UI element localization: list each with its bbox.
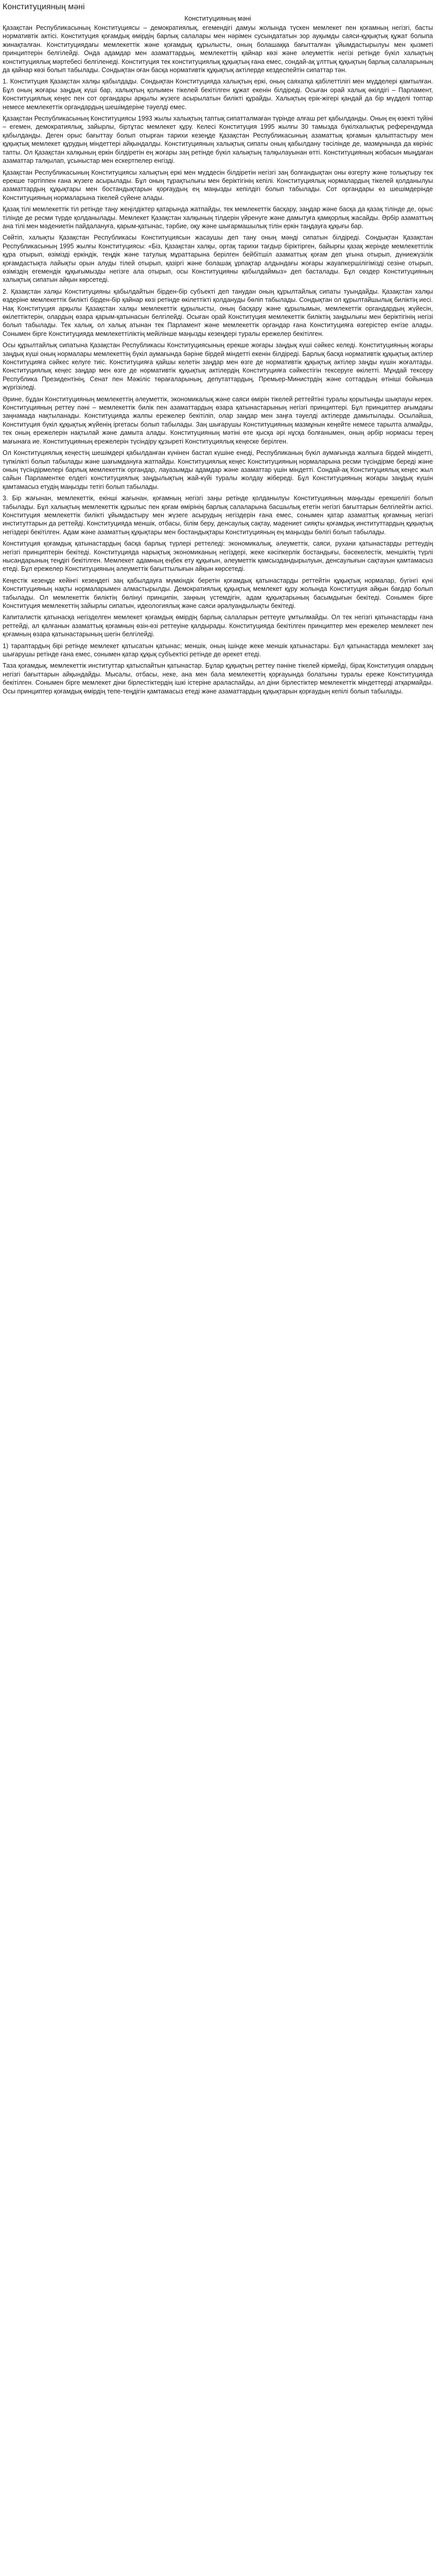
body-paragraph: 1) тараптардың бірі ретінде мемлекет қатысатын қатынас; меншік, оның ішінде жеке меншік қатынастары. Бұл қатынастарда мемлекет заң шығарушы ретінде ғана емес, сонымен қатар құқық субъектісі ретінде де әрекет етеді. [3,642,433,658]
page-title: Конституцияның мәні [3,3,85,11]
body-paragraph: 1. Конституция Қазақстан халқы қабылдады. Сондықтан Конституцияда халықтың еркі, оның саяхатқа қабілеттілігі мен мүдделері қамтылған. Бұл оның жоғары заңдық күші бар, халықтың қолымен тікелей бекітілген құжат екенін білдіреді. Осыған орай халық өкілдігі – Парламент, Конституциялық кеңес пен сот органдары арқылы жүзеге асырылатын билікті құрайды. Халықтың ерік-жігері қандай да бір мүдделі топтар немесе мемлекеттік органдардың шешімдеріне тәуелді емес. [3,78,433,111]
body-paragraph: Кеңестік кезеңде кейінгі кезеңдегі заң қабылдауға мүмкіндік беретін қоғамдық қатынастарды реттейтін құқықтық нормалар, бүгінгі күні Конституцияның нақты нормаларымен алмастырылды. Демократиялық құқықтық мемлекет құру жолында Конституция айқын бағдар болып табылады. Ол мемлекеттік биліктің бөлінуі принципін, заңның үстемдігін, адам құқықтарының басымдығын бекітеді. Сонымен бірге Конституция мемлекеттің зайырлы сипатын, идеологиялық және саяси әралуандылықты бекітеді. [3,577,433,609]
body-paragraph: Таза қоғамдық, мемлекеттік институттар қатыспайтын қатынастар. Бұлар құқықтың реттеу пәніне тікелей кірмейді, бірақ Конституция олардың негізгі бағыттарын айқындайды. Мысалы, отбасы, неке, ана мен бала мемлекеттің қорғауында болатыны туралы ереже Конституцияда бекітілген. Сонымен бірге мемлекет діни бірлестіктердің ішкі істеріне араласпайды, ал діни бірлестіктер мемлекеттік міндеттерді атқармайды. Осы принциптер қоғамдық өмірдің тепе-теңдігін қамтамасыз етеді және азаматтардың құқықтарын қорғаудың кепілі болып табылады. [3,662,433,695]
document-body [3,24,433,696]
body-paragraph: Сөйтіп, халықты Қазақстан Республикасы Конституциясын жасаушы деп тану оның мәнді сипатын білдіреді. Сондықтан Қазақстан Республикасының 1995 жылғы Конституциясы: «Біз, Қазақстан халқы, ортақ тарихи тағдыр біріктірген, байырғы қазақ жерінде мемлекеттілік құра отырып, өзімізді еркіндік, теңдік және татулық мұраттарына берілген бейбітшіл азаматтық қоғам деп ұғына отырып, дүниежүзілік қоғамдастықта лайықты орын алуды тілей отырып, қазіргі және болашақ ұрпақтар алдындағы жоғары жауапкершілігімізді сезіне отырып, өзіміздің егемендік құқығымызды негізге ала отырып, осы Конституцияны қабылдаймыз» деп басталады. Бұл сөздер Конституцияның халықтық сипатын айқын көрсетеді. [3,234,433,284]
body-paragraph: Қазақстан Республикасының Конституциясы халықтың еркі мен мүддесін білдіретін негізгі заң болғандықтан оны өзгерту және толықтыру тек ерекше тәртіппен ғана жүзеге асырылады. Бұл оның тұрақтылығы мен беріктігінің кепілі. Конституциялық нормалардың тікелей қолданылуы азаматтардың құқықтары мен бостандықтарын қорғаудың ең маңызды кепілдігі болып табылады. Сот органдары өз шешімдерінде Конституцияның нормаларына тікелей сүйене алады. [3,168,433,201]
body-paragraph: Ол Конституциялық кеңестің шешімдері қабылданған күнінен бастап күшіне енеді, Республиканың бүкіл аумағында жалпыға бірдей міндетті, түпкілікті болып табылады және шағымдануға жатпайды. Конституциялық кеңес Конституцияның нормаларына ресми түсіндірме береді және оның түсіндірмелері барлық мемлекеттік органдар, лауазымды адамдар және азаматтар үшін міндетті. Сондай-ақ Конституциялық кеңес жыл сайын Парламентке елдегі конституциялық заңдылықтың жай-күйі туралы жолдау жібереді. Бұл Конституцияның жоғары заңдық күшін қамтамасыз етудің маңызды тетігі болып табылады. [3,449,433,490]
body-paragraph: 3. Бір жағынан, мемлекеттік, екінші жағынан, қоғамның негізгі заңы ретінде қолданылуы Конституцияның маңызды ерекшелігі болып табылады. Бұл халықтың мемлекеттік құрылыс пен қоғам өмірінің барлық салаларына басшылық ететін негізгі бағыттарын белгілейтін актісі. Конституция мемлекеттік билікті ұйымдастыру мен жүзеге асырудың негіздерін ғана емес, сонымен қатар азаматтық қоғамның негізгі институттарын да реттейді. Конституцияда меншік, отбасы, білім беру, денсаулық сақтау, мәдениет сияқты қоғамдық институттардың құқықтық негіздері бекітілген. Адам және азаматтың құқықтары мен бостандықтары Конституцияның ең маңызды бөлігі болып табылады. [3,495,433,536]
document-subtitle: Конституцияның мәні [184,14,251,22]
body-paragraph: Осы құрылтайлық сипатына Қазақстан Республикасы Конституциясының ерекше жоғары заңдық күші сәйкес келеді. Конституцияның жоғары заңдық күші оның нормалары мемлекеттің бүкіл аумағында бәріне бірдей міндетті екенін білдіреді. Барлық басқа нормативтік құқықтық актілер Конституцияға сәйкес келуге тиіс. Конституцияға қайшы келетін заңдар мен өзге де нормативтік құқықтық актілер заңды күшін жоғалтады. Конституциялық кеңес заңдар мен өзге де нормативтік құқықтық актілердің Конституцияға сәйкестігін тексеруге өкілетті. Мұндай тексеру Республика Президентінің, Сенат пен Мәжіліс төрағаларының, депутаттардың, Премьер-Министрдің және соттардың өтініші бойынша жүргізіледі. [3,342,433,392]
body-paragraph: Конституция қоғамдық қатынастардың басқа барлық түрлері реттеледі: экономикалық, әлеуметтік, саяси, рухани қатынастарды реттеудің негізгі принциптерін бекітеді. Конституцияда нарықтық экономиканың негіздері, жеке кәсіпкерлік бостандығы, бәсекелестік, меншіктің түрлі нысандарының теңдігі бекітілген. Мемлекет адамның еңбек ету құқығын, әлеуметтік қамсыздандырылуын, денсаулығын сақтауын қамтамасыз етеді. Бұл ережелер Конституцияның әлеуметтік бағыттылығын айқын көрсетеді. [3,540,433,573]
body-paragraph: Қазақстан Республикасының Конституциясы – демократиялық, егемендігі дамуы жолында түскен мемлекет пен қоғамның негізгі, басты нормативтік актісі. Конституция қоғамдық өмірдің барлық салалары мен нәрімен сусындататын зор ауқымды саяси-құқықтық құжат болыпа жинақталған. Конституциядағы мемлекеттік және қоғамдық құрылысты, оның болашаққа бағытталған ұйымдастырылуы мен қызметі принциптерін белгілейді. Онда адамдар мен азаматтардың, мемлекеттің қайнар көзі және әлеуметтік негізі ретінде бүкіл халықтың конституциялық мәртебесі белгіленеді. Конституция тек конституциялық құқықтың ғана емес, сондай-ақ ұлттық құқықтың барлық салаларының да қайнар көзі болып табылады. Сондықтан оған басқа нормативтік құқықтық актілерде кездеспейтін сипаттар тән. [3,24,433,74]
body-paragraph: Капиталистік қатынасқа негізделген мемлекет қоғамдық өмірдің барлық салаларын реттеуге ұмтылмайды. Ол тек негізгі қатынастарды ғана реттейді, ал қалғанын азаматтық қоғамның өзін-өзі реттеуіне қалдырады. Конституцияда бекітілген принциптер мен ережелер мемлекет пен қоғамның өзара қатынастарының шегін белгілейді. [3,614,433,638]
document-page [0,0,436,696]
body-paragraph: Қазақ тілі мемлекеттік тіл ретінде таңу жеңілдіктер қатарында жатпайды, тек мемлекеттік басқару, заңдар және басқа да қазақ тілінде де, орыс тілінде де ресми түрде қолданылады. Мемлекет Қазақстан халқының тілдерін үйренуге және дамытуға қамқорлық жасайды. Әрбір азаматтың ана тілі мен мәдениетін пайдалануға, қарым-қатынас, тәрбие, оқу және шығармашылық тілін еркін таңдауға құқығы бар. [3,206,433,230]
body-paragraph: Қазақстан Республикасының Конституциясы 1993 жылы халықтың таптық сипатталмаған түрінде алғаш рет қабылданды. Оның ең өзекті түйіні – егемен, демократиялық, зайырлы, біртұтас мемлекет құру. Келесі Конституция 1995 жылғы 30 тамызда бүкілхалықтық референдумда қабылданды. Деген орыс бағыттау болып отырған тарихи кезеңде Қазақстан Республикасының азаматтық қоғамын қалыптастыру мен құқықтық мемлекет құрудың міндеттері айқындалды. Конституцияның халықтық сипаты оның қабылдану тәсілінде де, мазмұнында да көрініс тапты. Ол Қазақстан халқының еркін білдіретін ең жоғары заң ретінде бүкіл халықтың талқылауынан өтті. Конституцияның жобасын мыңдаған азаматтар талқылап, ұсыныстар мен ескертпелер енгізді. [3,115,433,165]
body-paragraph: 2. Қазақстан халқы Конституцияны қабылдайтын бірден-бір субъекті деп танудан оның құрылтайлық сипаты туындайды. Қазақстан халқы өздеріне мемлекеттік билікті бірден-бір қайнар көзі ретінде өкілеттікті қолдануды бөліп табылады. Сондықтан ол құрылтайшылық биліктің иесі. Нақ Конституция арқылы Қазақстан халқы мемлекеттік құрылысты, оның басқару және құрылымын, мемлекеттік органдардың жүйесін, өкілеттіктерін, олардың өзара қарым-қатынасын белгілейді. Осыған орай Конституция мемлекеттік биліктің заңдылығы мен беріктігінің негізі болып табылады. Тек халық, ол халық атынан тек Парламент және мемлекеттік органдар ғана Конституцияға өзгерістер енгізе алады. Сонымен бірге Конституцияда мемлекеттіліктің мейілінше маңызды кезеңдері туралы ережелер бекітілген. [3,287,433,337]
body-paragraph: Әрине, бұдан Конституцияның мемлекеттің әлеуметтік, экономикалық және саяси өмірін тікелей реттейтіні туралы қорытынды шықпауы керек. Конституцияның реттеу пәні – мемлекеттік билік пен азаматтардың өзара қатынастарының негізгі принциптері. Бұл принциптер ағымдағы заңнамада нақтыланады. Конституцияда жалпы ережелер бекітіліп, олар заңдар мен заңға тәуелді актілерде дамытылады. Осылайша, Конституция бүкіл құқықтық жүйенің іргетасы болып табылады. Заң шығарушы Конституцияның мазмұнын кеңейте немесе тарылта алмайды, тек оның ережелерін нақтылай және дамыта алады. Конституцияның мәтіні өте қысқа әрі нұсқа болғанымен, оның әрбір нормасы терең мағынаға ие. Конституцияның ережелерін түсіндіру құзыреті Конституциялық кеңеске берілген. [3,395,433,445]
